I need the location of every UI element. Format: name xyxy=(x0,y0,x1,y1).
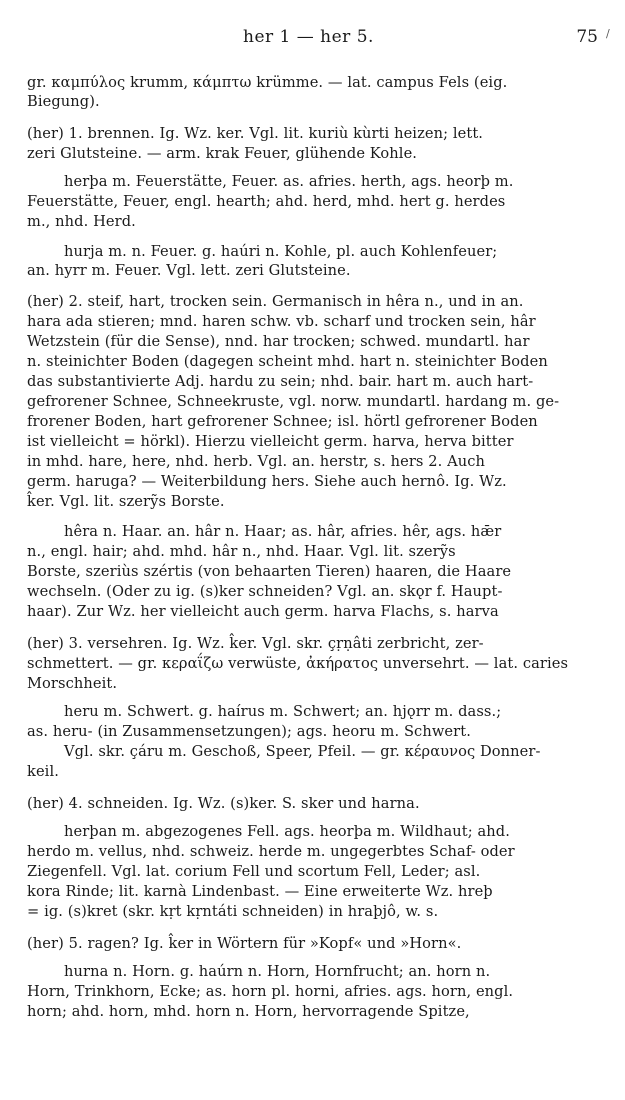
text-line: ist vielleicht = hörkl). Hierzu vielleicht germ. harva, herva bitter xyxy=(27,433,514,450)
lemma-line: hurna n. Horn. g. haúrn n. Horn, Hornfrucht; an. horn n. xyxy=(64,963,491,980)
lemma-line: heru m. Schwert. g. haírus m. Schwert; an. hjǫrr m. dass.; xyxy=(64,703,502,720)
text-line: as. heru- (in Zusammensetzungen); ags. heoru m. Schwert. xyxy=(27,723,471,740)
text-line: wechseln. (Oder zu ig. (s)ker schneiden? Vgl. an. skǫr f. Haupt- xyxy=(27,583,503,600)
text-line: zeri Glutsteine. — arm. krak Feuer, glühende Kohle. xyxy=(27,145,418,162)
entry-heading-line: (her) 2. steif, hart, trocken sein. Germanisch in hêra n., und in an. xyxy=(27,293,524,310)
text-line: gefrorener Schnee, Schneekruste, vgl. norw. mundartl. hardang m. ge- xyxy=(27,393,560,410)
text-line: keil. xyxy=(27,763,59,780)
entry-heading-line: (her) 5. ragen? Ig. k̂er in Wörtern für »Kopf« und »Horn«. xyxy=(27,935,462,952)
text-line: Wetzstein (für die Sense), nnd. har trocken; schwed. mundartl. har xyxy=(27,333,530,350)
text-line: Ziegenfell. Vgl. lat. corium Fell und scortum Fell, Leder; asl. xyxy=(27,863,481,880)
text-line: m., nhd. Herd. xyxy=(27,213,136,230)
entry-heading-line: (her) 3. versehren. Ig. Wz. k̂er. Vgl. skr. çṛṇâti zerbricht, zer- xyxy=(27,635,484,652)
text-line: das substantivierte Adj. hardu zu sein; nhd. bair. hart m. auch hart- xyxy=(27,373,534,390)
text-line: kora Rinde; lit. karnà Lindenbast. — Eine erweiterte Wz. hreþ xyxy=(27,883,493,900)
lemma-line: herþan m. abgezogenes Fell. ags. heorþa m. Wildhaut; ahd. xyxy=(64,823,510,840)
text-line: herdo m. vellus, nhd. schweiz. herde m. ungegerbtes Schaf- oder xyxy=(27,843,515,860)
text-line: n., engl. hair; ahd. mhd. hâr n., nhd. Haar. Vgl. lit. szerỹs xyxy=(27,543,456,560)
text-line: schmettert. — gr. κεραΐζω verwüste, ἀκήρατος unversehrt. — lat. caries xyxy=(27,655,569,672)
text-line: Horn, Trinkhorn, Ecke; as. horn pl. horni, afries. ags. horn, engl. xyxy=(27,983,514,1000)
header-title: her 1 — her 5. xyxy=(243,27,374,47)
text-line: frorener Boden, hart gefrorener Schnee; isl. hörtl gefrorener Boden xyxy=(27,413,538,430)
text-line: haar). Zur Wz. her vielleicht auch germ. harva Flachs, s. harva xyxy=(27,603,499,620)
entry-heading-line: (her) 1. brennen. Ig. Wz. ker. Vgl. lit. kuriù kùrti heizen; lett. xyxy=(27,125,484,142)
text-line: Borste, szeriùs szértis (von behaarten Tieren) haaren, die Haare xyxy=(27,563,512,580)
text-line: Biegung). xyxy=(27,93,100,110)
text-line: an. hyrr m. Feuer. Vgl. lett. zeri Glutsteine. xyxy=(27,262,351,279)
page-number: 75 xyxy=(576,27,598,47)
corner-mark: / xyxy=(606,27,610,40)
lemma-line: hurja m. n. Feuer. g. haúri n. Kohle, pl. auch Kohlenfeuer; xyxy=(64,243,498,260)
text-line: horn; ahd. horn, mhd. horn n. Horn, hervorragende Spitze, xyxy=(27,1003,470,1020)
text-line: Vgl. skr. çáru m. Geschoß, Speer, Pfeil. — gr. κέραυνος Donner- xyxy=(64,743,541,760)
text-line: Morschheit. xyxy=(27,675,118,692)
text-line: germ. haruga? — Weiterbildung hers. Siehe auch hernô. Ig. Wz. xyxy=(27,473,507,490)
text-line: in mhd. hare, here, nhd. herb. Vgl. an. herstr, s. hers 2. Auch xyxy=(27,453,486,470)
text-line: = ig. (s)kret (skr. kṛt kṛntáti schneiden) in hraþjô, w. s. xyxy=(27,903,439,920)
text-line: hara ada stieren; mnd. haren schw. vb. scharf und trocken sein, hâr xyxy=(27,313,536,330)
entry-heading-line: (her) 4. schneiden. Ig. Wz. (s)ker. S. sker und harna. xyxy=(27,795,420,812)
running-header xyxy=(0,27,625,51)
text-line: n. steinichter Boden (dagegen scheint mhd. hart n. steinichter Boden xyxy=(27,353,548,370)
lemma-line: hêra n. Haar. an. hâr n. Haar; as. hâr, afries. hêr, ags. hǣr xyxy=(64,523,502,540)
text-line: k̂er. Vgl. lit. szerỹs Borste. xyxy=(27,493,225,510)
text-line: Feuerstätte, Feuer, engl. hearth; ahd. herd, mhd. hert g. herdes xyxy=(27,193,506,210)
text-line: gr. καμπύλος krumm, κάμπτω krümme. — lat. campus Fels (eig. xyxy=(27,74,508,91)
lemma-line: herþa m. Feuerstätte, Feuer. as. afries. herth, ags. heorþ m. xyxy=(64,173,514,190)
